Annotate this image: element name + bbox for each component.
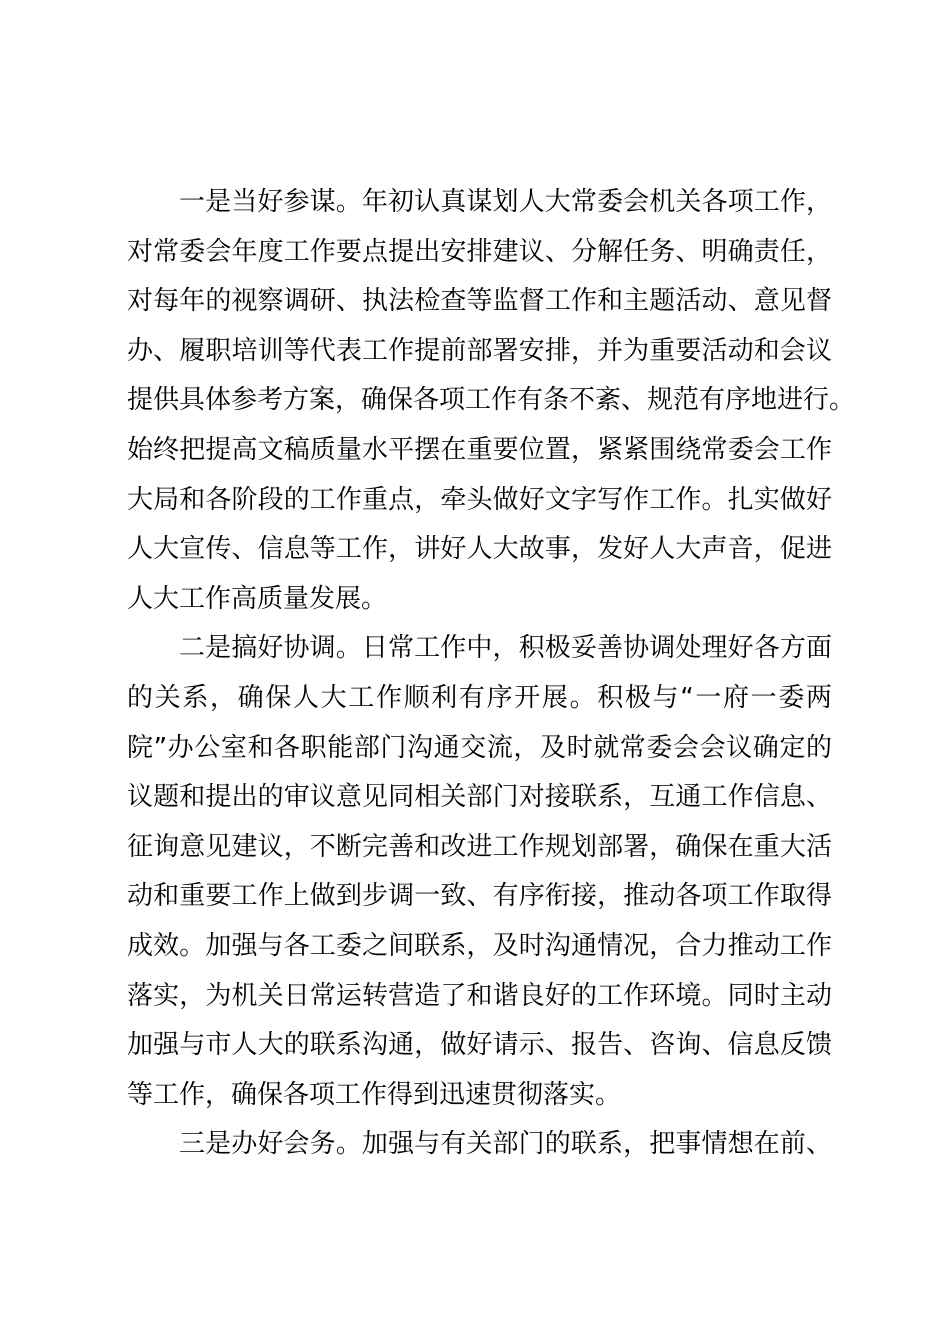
paragraph-line: 等工作，确保各项工作得到迅速贯彻落实。 [127,1079,622,1110]
paragraph-line: 始终把提高文稿质量水平摆在重要位置，紧紧围绕常委会工作 [127,434,832,465]
paragraph-2 [127,624,832,1120]
paragraph-line: 对每年的视察调研、执法检查等监督工作和主题活动、意见督 [127,286,832,317]
paragraph-line: 议题和提出的审议意见同相关部门对接联系，互通工作信息、 [127,782,832,813]
document-body [127,178,856,1170]
paragraph-line: 大局和各阶段的工作重点，牵头做好文字写作工作。扎实做好 [127,484,832,515]
paragraph-line: 对常委会年度工作要点提出安排建议、分解任务、明确责任， [127,236,832,267]
paragraph-line: 办、履职培训等代表工作提前部署安排，并为重要活动和会议 [127,335,832,366]
paragraph-line: 征询意见建议，不断完善和改进工作规划部署，确保在重大活 [127,831,832,862]
paragraph-line: 人大工作高质量发展。 [127,583,388,614]
paragraph-line: 落实，为机关日常运转营造了和谐良好的工作环境。同时主动 [127,980,832,1011]
paragraph-line: 动和重要工作上做到步调一致、有序衔接，推动各项工作取得 [127,881,832,912]
paragraph-line: 提供具体参考方案，确保各项工作有条不紊、规范有序地进行。 [127,385,856,416]
paragraph-3 [127,1120,832,1170]
paragraph-line: 的关系，确保人大工作顺利有序开展。积极与“一府一委两 [127,682,832,713]
paragraph-line: 二是搞好协调。日常工作中，积极妥善协调处理好各方面 [179,633,832,664]
paragraph-line: 一是当好参谋。年初认真谋划人大常委会机关各项工作， [179,187,832,217]
paragraph-line: 三是办好会务。加强与有关部门的联系，把事情想在前、 [179,1129,832,1160]
paragraph-1 [127,178,856,624]
paragraph-line: 加强与市人大的联系沟通，做好请示、报告、咨询、信息反馈 [127,1030,832,1061]
paragraph-line: 人大宣传、信息等工作，讲好人大故事，发好人大声音，促进 [127,534,832,565]
paragraph-line: 院”办公室和各职能部门沟通交流，及时就常委会会议确定的 [127,732,832,763]
paragraph-line: 成效。加强与各工委之间联系，及时沟通情况，合力推动工作 [127,930,832,961]
